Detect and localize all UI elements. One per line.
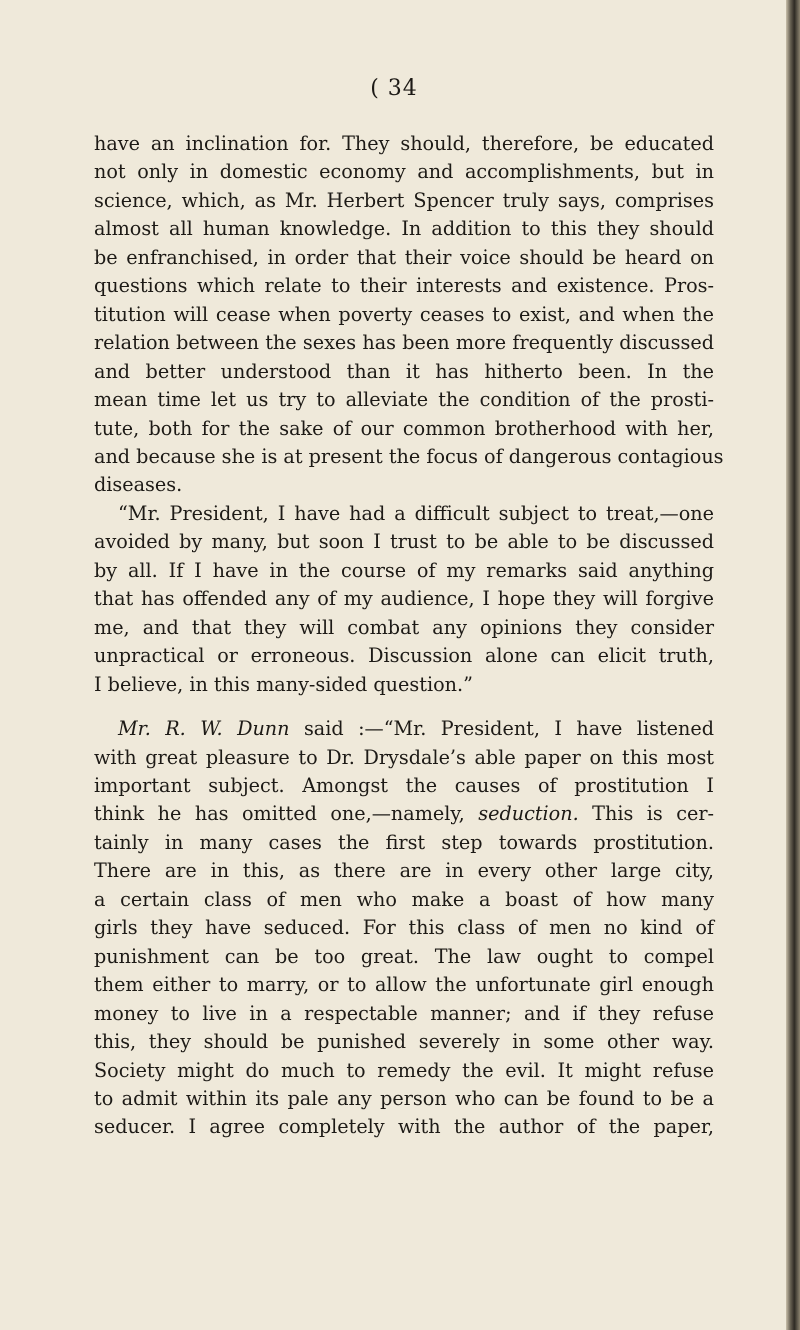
- text-line: punishment can be too great. The law ought to compel: [94, 944, 714, 968]
- text-line: important subject. Amongst the causes of prostitution I: [94, 773, 714, 797]
- text-line: diseases.: [94, 473, 183, 497]
- text-line: money to live in a respectable manner; and if they refuse: [94, 1001, 714, 1025]
- text-line: relation between the sexes has been more frequently discussed: [94, 331, 714, 355]
- text-line: tainly in many cases the first step towards prostitution.: [94, 830, 714, 854]
- text-line: There are in this, as there are in every other large city,: [94, 859, 714, 883]
- text-run: said :—“Mr. President, I have listened: [289, 717, 714, 741]
- paragraph-gap: [94, 699, 714, 715]
- text-line: [94, 800, 714, 828]
- text-line: be enfranchised, in order that their voice should be heard on: [94, 245, 714, 269]
- binding-edge: [786, 0, 800, 1330]
- emphasized-word: seduction.: [478, 802, 579, 826]
- text-line: me, and that they will combat any opinions they consider: [94, 615, 714, 639]
- text-line: this, they should be punished severely in some other way.: [94, 1030, 714, 1054]
- text-line: avoided by many, but soon I trust to be able to be discussed: [94, 530, 714, 554]
- text-line: girls they have seduced. For this class of men no kind of: [94, 916, 714, 940]
- text-line: [94, 715, 714, 743]
- text-line: Society might do much to remedy the evil. It might refuse: [94, 1058, 714, 1082]
- paragraph-education: [94, 130, 724, 500]
- text-line: a certain class of men who make a boast of how many: [94, 887, 714, 911]
- text-line: have an inclination for. They should, therefore, be educated: [94, 132, 714, 155]
- page-number: ( 34: [370, 76, 418, 101]
- speaker-name: Mr. R. W. Dunn: [118, 717, 290, 741]
- text-line: almost all human knowledge. In addition to this they should: [94, 217, 714, 241]
- text-line: “Mr. President, I have had a difficult subject to treat,—one: [118, 501, 714, 525]
- text-line: seducer. I agree completely with the author of the paper,: [94, 1115, 714, 1139]
- text-line: science, which, as Mr. Herbert Spencer truly says, comprises: [94, 188, 714, 212]
- text-line: mean time let us try to alleviate the condition of the prosti-: [94, 388, 714, 412]
- text-run: This is cer-: [578, 802, 714, 826]
- text-line: titution will cease when poverty ceases to exist, and when the: [94, 302, 714, 326]
- text-line: not only in domestic economy and accomplishments, but in: [94, 160, 714, 184]
- text-line: to admit within its pale any person who can be found to be a: [94, 1086, 714, 1110]
- text-line: and better understood than it has hitherto been. In the: [94, 359, 714, 383]
- text-line: by all. If I have in the course of my remarks said anything: [94, 558, 714, 582]
- text-line: them either to marry, or to allow the unfortunate girl enough: [94, 973, 714, 997]
- paragraph-dunn-response: [94, 715, 714, 1142]
- text-line: I believe, in this many-sided question.”: [94, 672, 473, 696]
- paragraph-closing-remarks: [94, 500, 714, 699]
- body-text: [94, 130, 724, 1142]
- text-line: with great pleasure to Dr. Drysdale’s able paper on this most: [94, 745, 714, 769]
- text-line: unpractical or erroneous. Discussion alone can elicit truth,: [94, 644, 714, 668]
- text-run: think he has omitted one,—namely,: [94, 802, 479, 826]
- text-line: that has offended any of my audience, I hope they will forgive: [94, 587, 714, 611]
- text-line: and because she is at present the focus of dangerous contagious: [94, 444, 724, 468]
- text-line: tute, both for the sake of our common brotherhood with her,: [94, 416, 714, 440]
- text-line: questions which relate to their interests and existence. Pros-: [94, 274, 714, 298]
